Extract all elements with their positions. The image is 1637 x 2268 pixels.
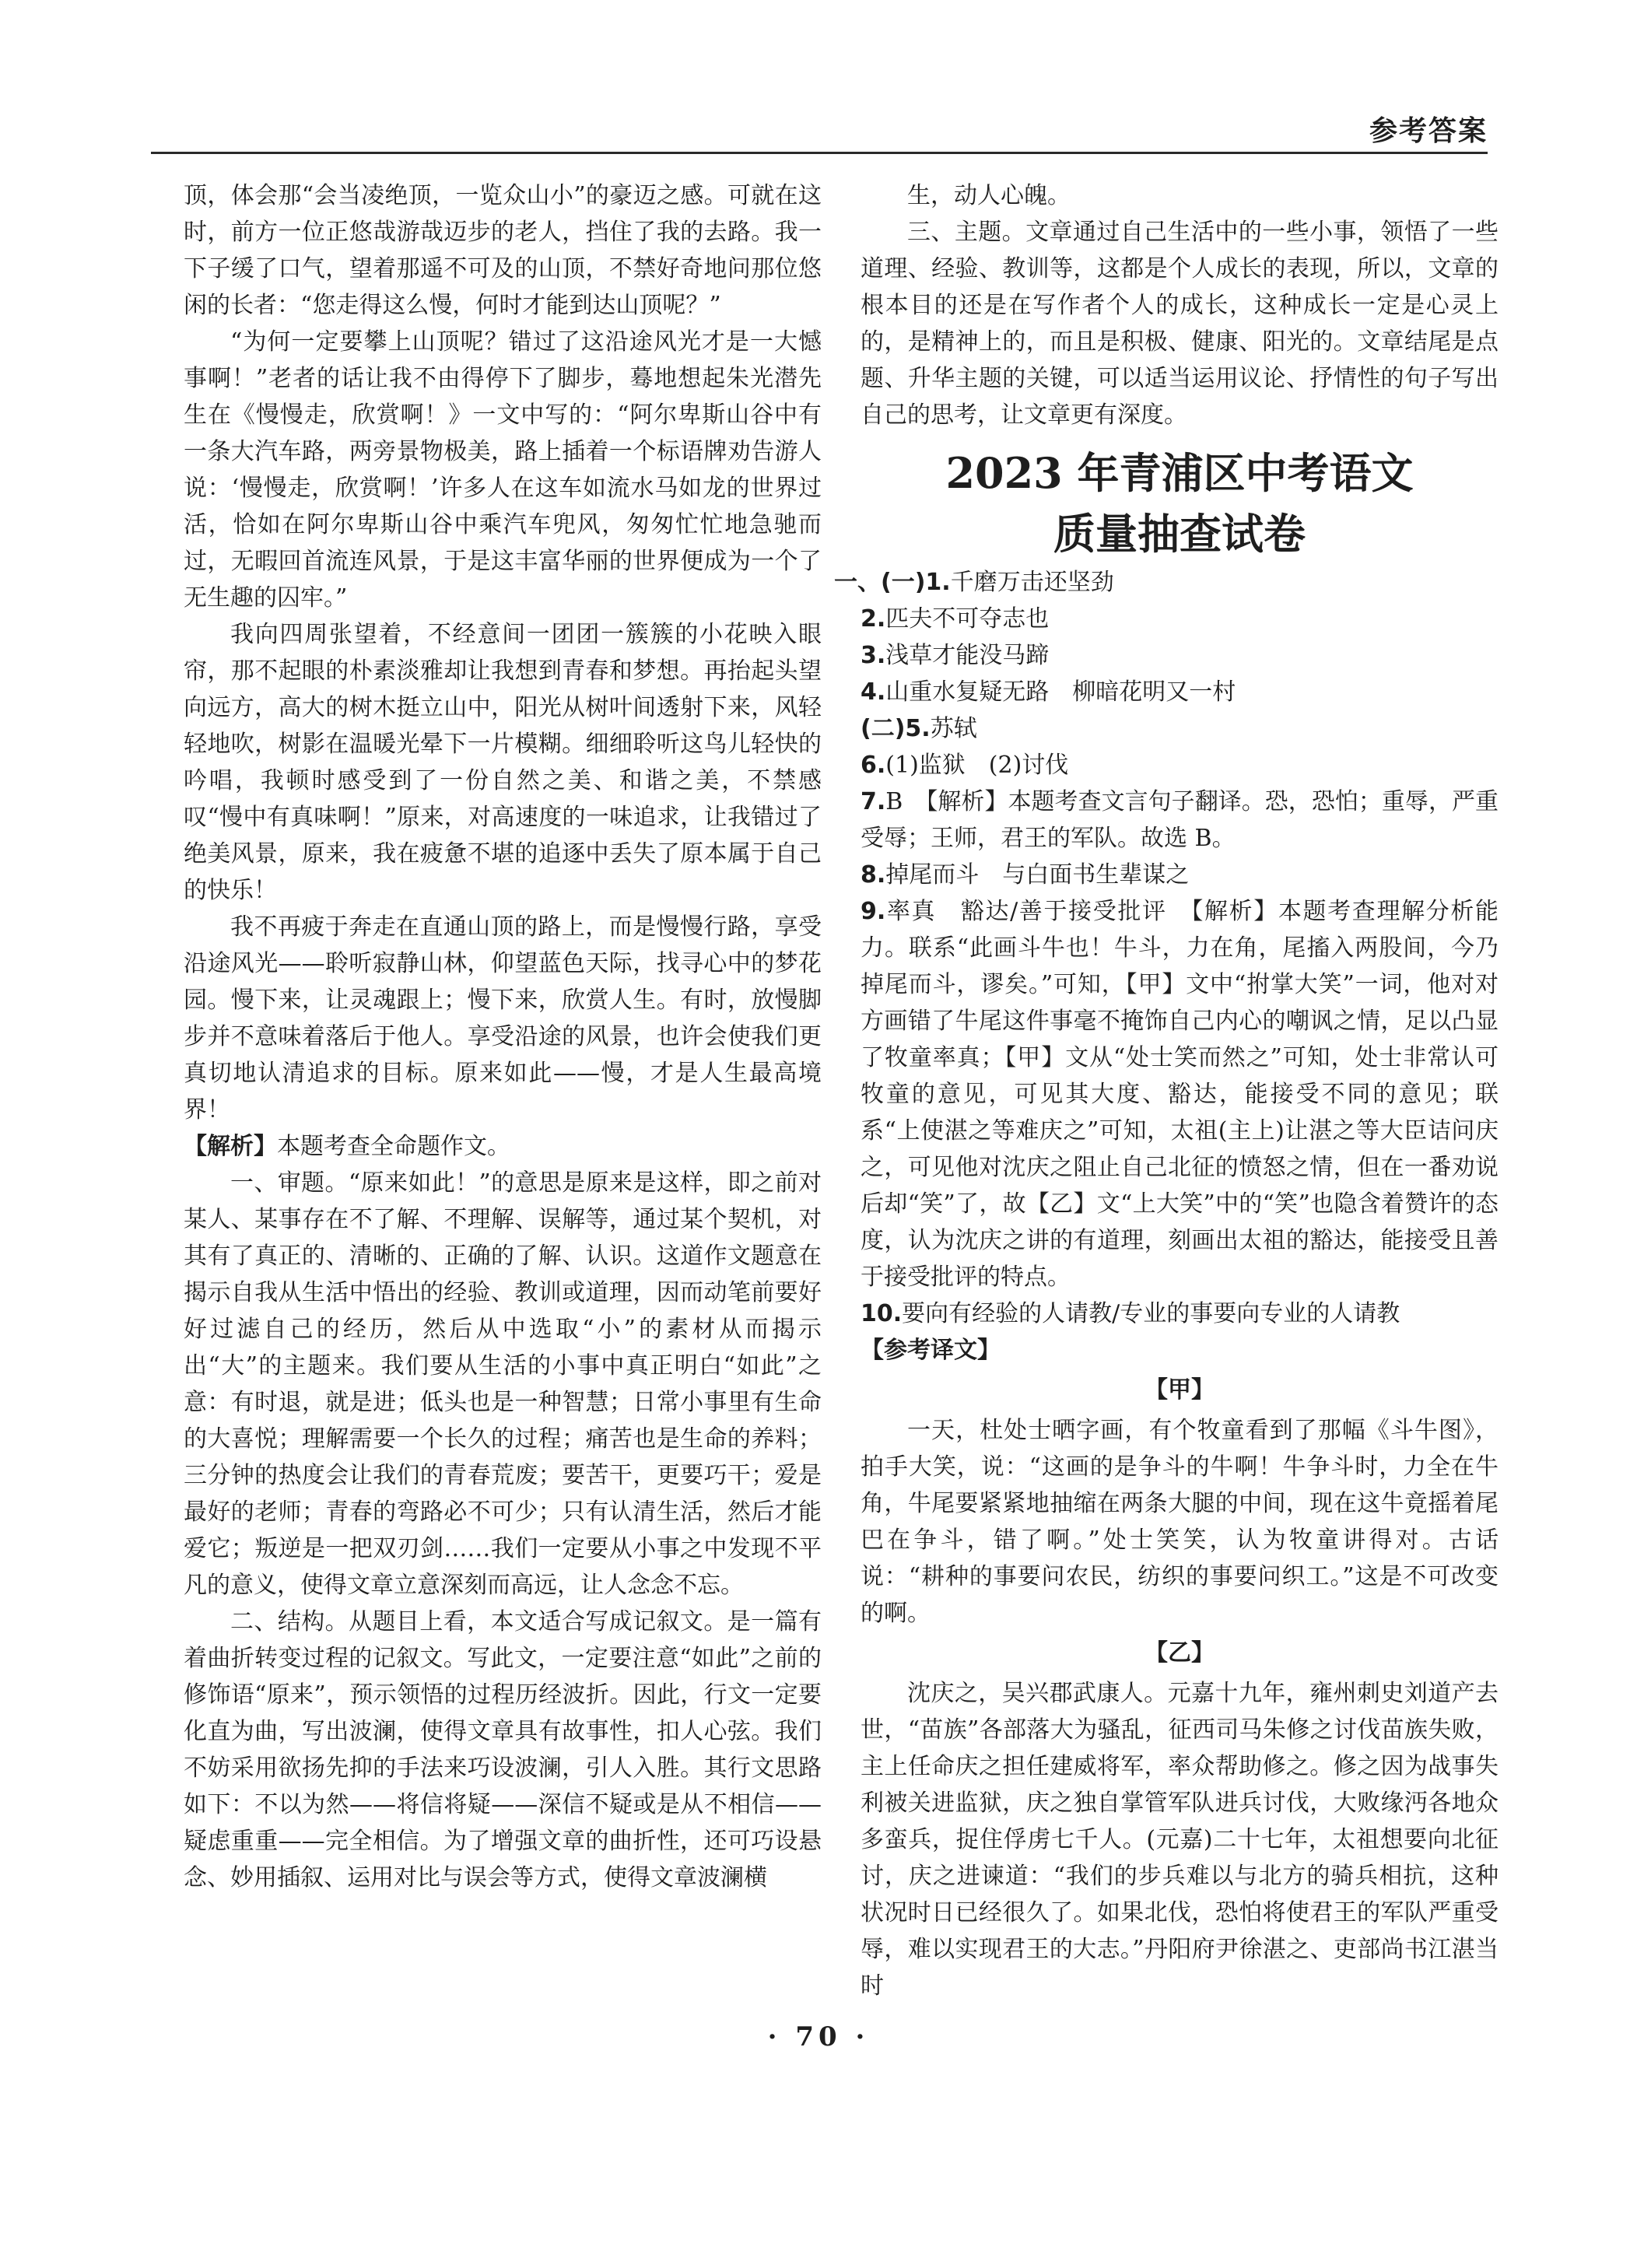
answer-text: 匹夫不可夺志也 xyxy=(885,605,1050,633)
analysis-paragraph: 生，动人心魄。 xyxy=(907,182,1071,209)
answer-text: B 【解析】本题考查文言句子翻译。恐，恐怕；重辱，严重受辱；王师，君王的军队。故选 B。 xyxy=(861,788,1499,852)
answer-text: 千磨万击还坚劲 xyxy=(950,569,1114,596)
exam-title-line-1: 2023 年青浦区中考语文 xyxy=(945,448,1414,498)
analysis-label: 【解析】 xyxy=(184,1133,277,1160)
essay-paragraph: 我不再疲于奔走在直通山顶的路上，而是慢慢行路，享受沿途风光——聆听寂静山林，仰望蓝色天际，找寻心中的梦花园。慢下来，让灵魂跟上；慢下来，欣赏人生。有时，放慢脚步并不意味着落后于他人。享受沿途的风景，也许会使我们更真切地认清追求的目标。原来如此——慢，才是人生最高境界！ xyxy=(184,913,822,1123)
essay-paragraph: 顶，体会那“会当凌绝顶，一览众山小”的豪迈之感。可就在这时，前方一位正悠哉游哉迈步的老人，挡住了我的去路。我一下子缓了口气，望着那遥不可及的山顶，不禁好奇地问那位悠闲的长者：“您走得这么慢，何时才能到达山顶呢？” xyxy=(184,182,822,319)
exam-title xyxy=(861,443,1499,564)
analysis-paragraph: 一、审题。“原来如此！”的意思是原来是这样，即之前对某人、某事存在不了解、不理解、误解等，通过某个契机，对其有了真正的、清晰的、正确的了解、认识。这道作文题意在揭示自我从生活中悟出的经验、教训或道理，因而动笔前要好好过滤自己的经历，然后从中选取“小”的素材从而揭示出“大”的主题来。我们要从生活的小事中真正明白“如此”之意：有时退，就是进；低头也是一种智慧；日常小事里有生命的大喜悦；理解需要一个长久的过程；痛苦也是生命的养料；三分钟的热度会让我们的青春荒废；要苦干，更要巧干；爱是最好的老师；青春的弯路必不可少；只有认清生活，然后才能爱它；叛逆是一把双刃剑……我们一定要从小事之中发现不平凡的意义，使得文章立意深刻而高远，让人念念不忘。 xyxy=(184,1169,822,1599)
analysis-paragraph: 三、主题。文章通过自己生活中的一些小事，领悟了一些道理、经验、教训等，这都是个人成长的表现，所以，文章的根本目的还是在写作者个人的成长，这种成长一定是心灵上的，是精神上的，而且是积极、健康、阳光的。文章结尾是点题、升华主题的关键，可以适当运用议论、抒情性的句子写出自己的思考，让文章更有深度。 xyxy=(861,219,1499,429)
answer-number: 10. xyxy=(861,1300,903,1327)
right-column xyxy=(834,177,1499,2004)
translation-yi-text: 沈庆之，吴兴郡武康人。元嘉十九年，雍州刺史刘道产去世，“苗族”各部落大为骚乱，征西司马朱修之讨伐苗族失败，主上任命庆之担任建威将军，率众帮助修之。修之因为战事失利被关进监狱，庆之独自掌管军队进兵讨伐，大败缘沔各地众多蛮兵，捉住俘虏七千人。(元嘉)二十七年，太祖想要向北征讨，庆之进谏道：“我们的步兵难以与北方的骑兵相抗，这种状况时日已经很久了。如果北伐，恐怕将使君王的军队严重受辱，难以实现君王的大志。”丹阳府尹徐湛之、吏部尚书江湛当时 xyxy=(861,1680,1499,2000)
answer-number: 2. xyxy=(861,605,886,633)
answer-number: 9. xyxy=(861,898,886,925)
analysis-paragraph: 二、结构。从题目上看，本文适合写成记叙文。是一篇有着曲折转变过程的记叙文。写此文，一定要注意“如此”之前的修饰语“原来”，预示领悟的过程历经波折。因此，行文一定要化直为曲，写出波澜，使得文章具有故事性，扣人心弦。我们不妨采用欲扬先抑的手法来巧设波澜，引人入胜。其行文思路如下：不以为然——将信将疑——深信不疑或是从不相信——疑虑重重——完全相信。为了增强文章的曲折性，还可巧设悬念、妙用插叙、运用对比与误会等方式，使得文章波澜横 xyxy=(184,1608,822,1891)
analysis-heading xyxy=(184,1128,822,1165)
translation-jia-heading: 【甲】 xyxy=(1144,1376,1215,1404)
answer-item xyxy=(861,783,1499,857)
answer-item xyxy=(834,564,1499,601)
answer-item xyxy=(861,1295,1499,1332)
answer-text: 要向有经验的人请教/专业的事要向专业的人请教 xyxy=(902,1300,1400,1327)
answer-number: 3. xyxy=(861,642,886,669)
answer-text: 率真 豁达/善于接受批评 【解析】本题考查理解分析能力。联系“此画斗牛也！牛斗，力在角，尾搐入两股间，今乃掉尾而斗，谬矣。”可知，【甲】文中“拊掌大笑”一词，他对对方画错了牛尾这件事毫不掩饰自己内心的嘲讽之情，足以凸显了牧童率真；【甲】文从“处士笑而然之”可知，处士非常认可牧童的意见，可见其大度、豁达，能接受不同的意见；联系“上使湛之等难庆之”可知，太祖(主上)让湛之等大臣诘问庆之，可见他对沈庆之阻止自己北征的愤怒之情，但在一番劝说后却“笑”了，故【乙】文“上大笑”中的“笑”也隐含着赞许的态度，认为沈庆之讲的有道理，刻画出太祖的豁达，能接受且善于接受批评的特点。 xyxy=(861,898,1499,1291)
answer-number: (二)5. xyxy=(861,715,931,742)
translation-jia-text: 一天，杜处士晒字画，有个牧童看到了那幅《斗牛图》，拍手大笑，说：“这画的是争斗的牛啊！牛争斗时，力全在牛角，牛尾要紧紧地抽缩在两条大腿的中间，现在这牛竟摇着尾巴在争斗，错了啊。”处士笑笑，认为牧童讲得对。古话说：“耕种的事要问农民，纺织的事要问织工。”这是不可改变的啊。 xyxy=(861,1417,1499,1627)
exam-title-line-2: 质量抽查试卷 xyxy=(1053,509,1306,559)
answer-text: (1)监狱 (2)讨伐 xyxy=(885,752,1069,779)
answer-item xyxy=(861,637,1499,674)
answer-text: 浅草才能没马蹄 xyxy=(885,642,1050,669)
answer-text: 苏轼 xyxy=(930,715,977,742)
left-column xyxy=(184,177,822,1896)
answer-text: 掉尾而斗 与白面书生辈谋之 xyxy=(885,861,1190,889)
answer-item xyxy=(861,857,1499,893)
analysis-text: 本题考查全命题作文。 xyxy=(277,1133,510,1160)
answer-item xyxy=(861,710,1499,747)
essay-paragraph: “为何一定要攀上山顶呢？错过了这沿途风光才是一大憾事啊！”老者的话让我不由得停下了脚步，蓦地想起朱光潜先生在《慢慢走，欣赏啊！》一文中写的：“阿尔卑斯山谷中有一条大汽车路，两旁景物极美，路上插着一个标语牌劝告游人说：‘慢慢走，欣赏啊！’许多人在这车如流水马如龙的世界过活，恰如在阿尔卑斯山谷中乘汽车兜风，匆匆忙忙地急驰而过，无暇回首流连风景，于是这丰富华丽的世界便成为一个了无生趣的囚牢。” xyxy=(184,328,822,612)
translation-yi-heading: 【乙】 xyxy=(1144,1639,1215,1667)
answer-item xyxy=(861,747,1499,783)
answer-text: 山重水复疑无路 柳暗花明又一村 xyxy=(885,678,1236,706)
answer-item xyxy=(861,674,1499,710)
header-divider xyxy=(151,152,1488,154)
answer-item xyxy=(861,893,1499,1295)
answer-number: 6. xyxy=(861,752,886,779)
answer-item xyxy=(861,601,1499,637)
page-header-title: 参考答案 xyxy=(1369,115,1488,147)
essay-paragraph: 我向四周张望着，不经意间一团团一簇簇的小花映入眼帘，那不起眼的朴素淡雅却让我想到青春和梦想。再抬起头望向远方，高大的树木挺立山中，阳光从树叶间透射下来，风轻轻地吹，树影在温暖光晕下一片模糊。细细聆听这鸟儿轻快的吟唱，我顿时感受到了一份自然之美、和谐之美，不禁感叹“慢中有真味啊！”原来，对高速度的一味追求，让我错过了绝美风景，原来，我在疲惫不堪的追逐中丢失了原本属于自己的快乐！ xyxy=(184,621,822,904)
page-number: · 70 · xyxy=(767,2021,870,2052)
answer-number: 4. xyxy=(861,678,886,706)
translation-heading: 【参考译文】 xyxy=(861,1337,1001,1364)
answer-number: 7. xyxy=(861,788,886,815)
answer-number: 一、(一)1. xyxy=(834,569,951,596)
answer-number: 8. xyxy=(861,861,886,889)
